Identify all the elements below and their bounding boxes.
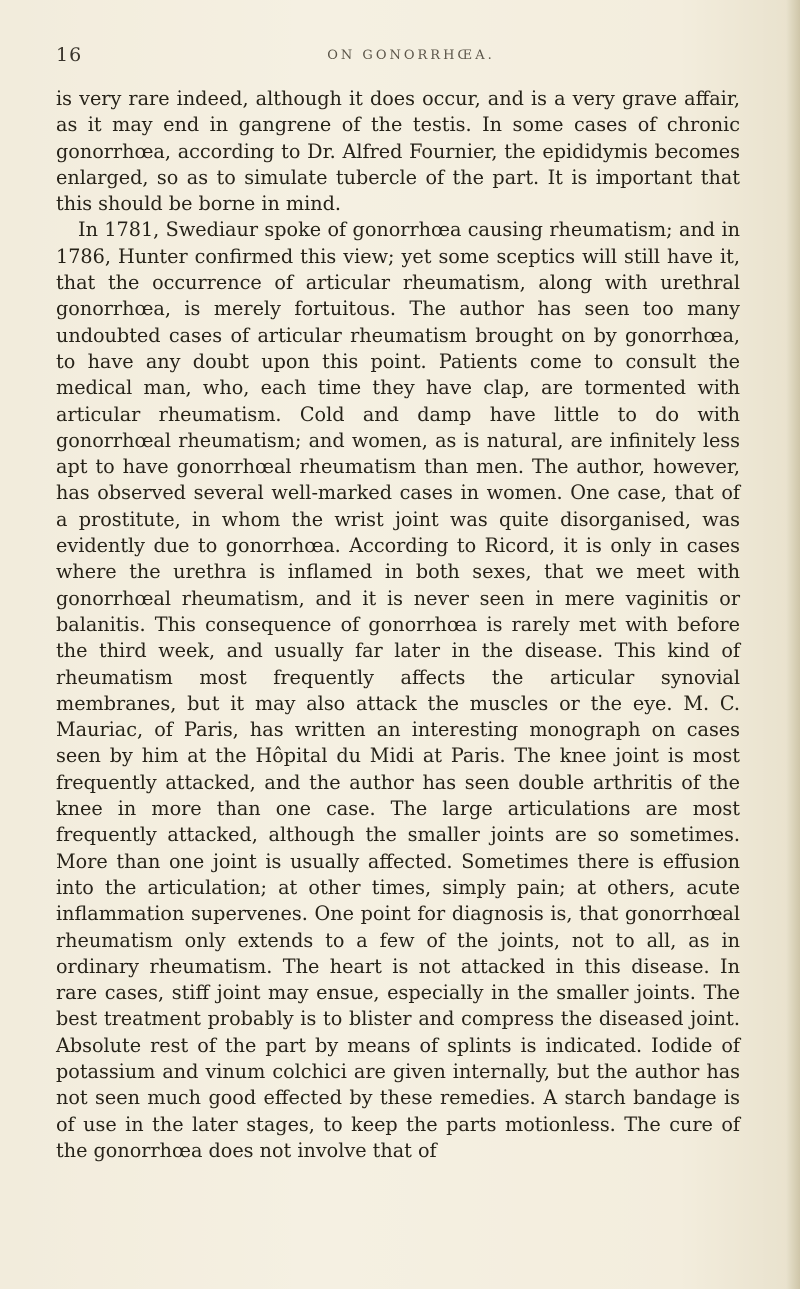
paragraph-continuation: is very rare indeed, although it does occur, and is a very grave affair, as it may end in gangrene of the testis. In some cases of chronic gonorrhœa, according to Dr. Alfred Fournier, the epididymis becomes enlarged, so as to simulate tubercle of the part. It is important that this should be borne in mind. — [56, 87, 740, 216]
paragraph-rheumatism: In 1781, Swediaur spoke of gonorrhœa causing rheumatism; and in 1786, Hunter confirmed this view; yet some sceptics will still have it, that the occurrence of articular rheumatism, along with urethral gonorrhœa, is merely fortuitous. The author has seen too many undoubted cases of articular rheumatism brought on by gonorrhœa, to have any doubt upon this point. Patients come to consult the medical man, who, each time they have clap, are tormented with articular rheumatism. Cold and damp have little to do with gonorrhœal rheumatism; and women, as is natural, are infinitely less apt to have gonorrhœal rheumatism than men. The author, however, has observed several well-marked cases in women. One case, that of a prostitute, in whom the wrist joint was quite disorganised, was evidently due to gonorrhœa. According to Ricord, it is only in cases where the urethra is inflamed in both sexes, that we meet with gonorrhœal rheumatism, and it is never seen in mere vaginitis or balanitis. This consequence of gonorrhœa is rarely met with before the third week, and usually far later in the disease. This kind of rheumatism most frequently affects the articular synovial membranes, but it may also attack the muscles or the eye. M. C. Mauriac, of Paris, has written an interesting monograph on cases seen by him at the Hôpital du Midi at Paris. The knee joint is most frequently attacked, and the author has seen double arthritis of the knee in more than one case. The large articulations are most frequently attacked, although the smaller joints are so sometimes. More than one joint is usually affected. Sometimes there is effusion into the articulation; at other times, simply pain; at others, acute inflammation supervenes. One point for diagnosis is, that gonorrhœal rheumatism only extends to a few of the joints, not to all, as in ordinary rheumatism. The heart is not attacked in this disease. In rare cases, stiff joint may ensue, especially in the smaller joints. The best treatment probably is to blister and compress the diseased joint. Absolute rest of the part by means of splints is indicated. Iodide of potassium and vinum colchici are given internally, but the author has not seen much good effected by these remedies. A starch bandage is of use in the later stages, to keep the parts motionless. The cure of the gonorrhœa does not involve that of — [56, 218, 740, 1162]
running-head: ON GONORRHŒA. — [327, 48, 495, 63]
page-header — [56, 44, 746, 70]
body-text — [56, 86, 740, 1164]
page-number: 16 — [56, 44, 83, 66]
page-edge-shadow — [786, 0, 800, 1289]
